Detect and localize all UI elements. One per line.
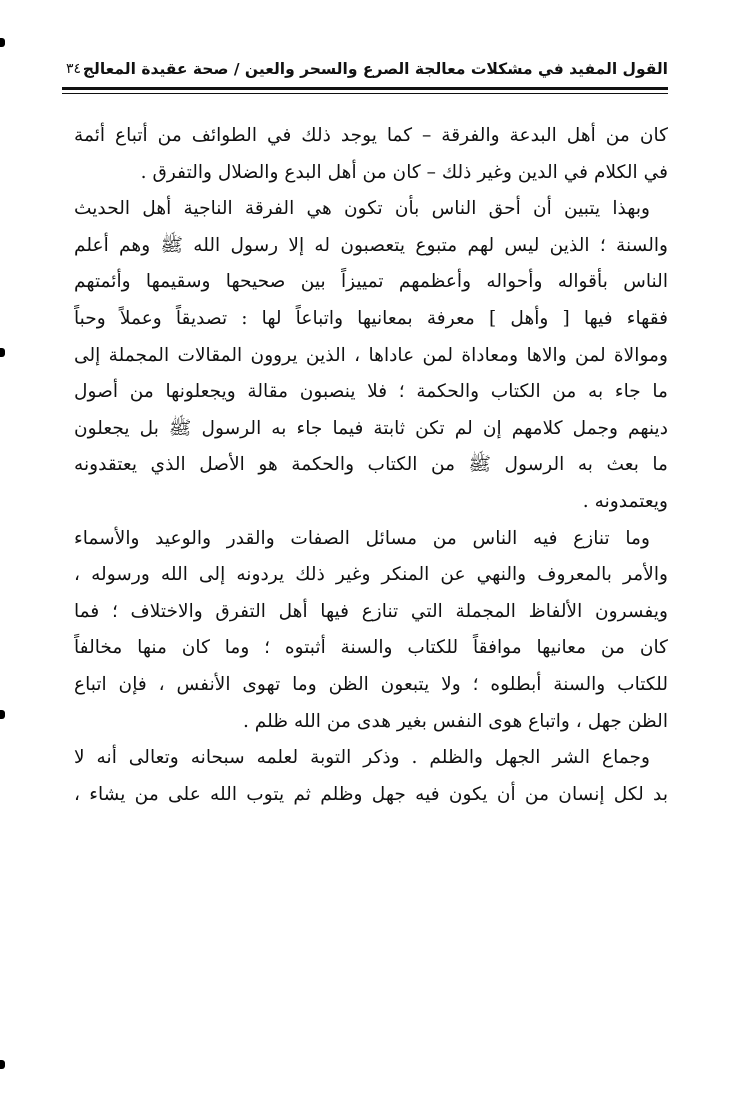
text-line: وموالاة لمن والاها ومعاداة لمن عاداها ، الذين يروون المقالات المجملة إلى (74, 344, 668, 366)
text-line: الناس بأقواله وأحواله وأعظمهم تمييزاً بين صحيحها وسقيمها وأئمتهم (74, 271, 668, 293)
scan-margin-mark (0, 710, 5, 719)
text-line: ويعتمدونه . (582, 490, 668, 512)
body-text (74, 118, 668, 813)
text-line: كان من معانيها موافقاً للكتاب والسنة أثبتوه ؛ وما كان منها مخالفاً (74, 637, 668, 659)
text-line: للكتاب والسنة أبطلوه ؛ ولا يتبعون الظن وما تهوى الأنفس ، فإن اتباع (74, 673, 668, 695)
scan-margin-mark (0, 1060, 5, 1069)
text-line: ما جاء به من الكتاب والحكمة ؛ فلا ينصبون مقالة ويجعلونها من أصول (74, 381, 668, 403)
text-line: فقهاء فيها [ وأهل ] معرفة بمعانيها واتباعاً لها : تصديقاً وعملاً وحباً (74, 307, 668, 329)
text-line: والسنة ؛ الذين ليس لهم متبوع يتعصبون له إلا رسول الله ﷺ وهم أعلم (74, 234, 668, 256)
running-header (62, 54, 668, 94)
text-line: والأمر بالمعروف والنهي عن المنكر وغير ذلك يردونه إلى الله ورسوله ، (74, 564, 668, 586)
text-line: دينهم وجمل كلامهم إن لم تكن ثابتة فيما جاء به الرسول ﷺ بل يجعلون (74, 417, 668, 439)
text-line: ما بعث به الرسول ﷺ من الكتاب والحكمة هو الأصل الذي يعتقدونه (74, 454, 668, 476)
header-rule-thin (62, 93, 668, 94)
page-number: ٣٤٠ (66, 61, 89, 77)
scan-margin-mark (0, 38, 5, 47)
text-line: كان من أهل البدعة والفرقة – كما يوجد ذلك في الطوائف من أتباع أئمة (74, 125, 668, 146)
scan-margin-mark (0, 348, 5, 357)
text-line: بد لكل إنسان من أن يكون فيه جهل وظلم ثم يتوب الله على من يشاء ، (74, 783, 668, 805)
text-line: في الكلام في الدين وغير ذلك – كان من أهل البدع والضلال والتفرق . (140, 161, 668, 183)
text-line: الظن جهل ، واتباع هوى النفس بغير هدى من الله ظلم . (242, 710, 668, 732)
text-line: وجماع الشر الجهل والظلم . وذكر التوبة لعلمه سبحانه وتعالى أنه لا (74, 747, 650, 769)
text-line: ويفسرون الألفاظ المجملة التي تنازع فيها أهل التفرق والاختلاف ؛ فما (74, 600, 668, 622)
text-line: وما تنازع فيه الناس من مسائل الصفات والقدر والوعيد والأسماء (74, 527, 650, 549)
header-title: القول المفيد في مشكلات معالجة الصرع والسحر والعين / صحة عقيدة المعالج (82, 60, 668, 78)
header-rule-thick (62, 87, 668, 90)
text-line: وبهذا يتبين أن أحق الناس بأن تكون هي الفرقة الناجية أهل الحديث (74, 198, 650, 220)
